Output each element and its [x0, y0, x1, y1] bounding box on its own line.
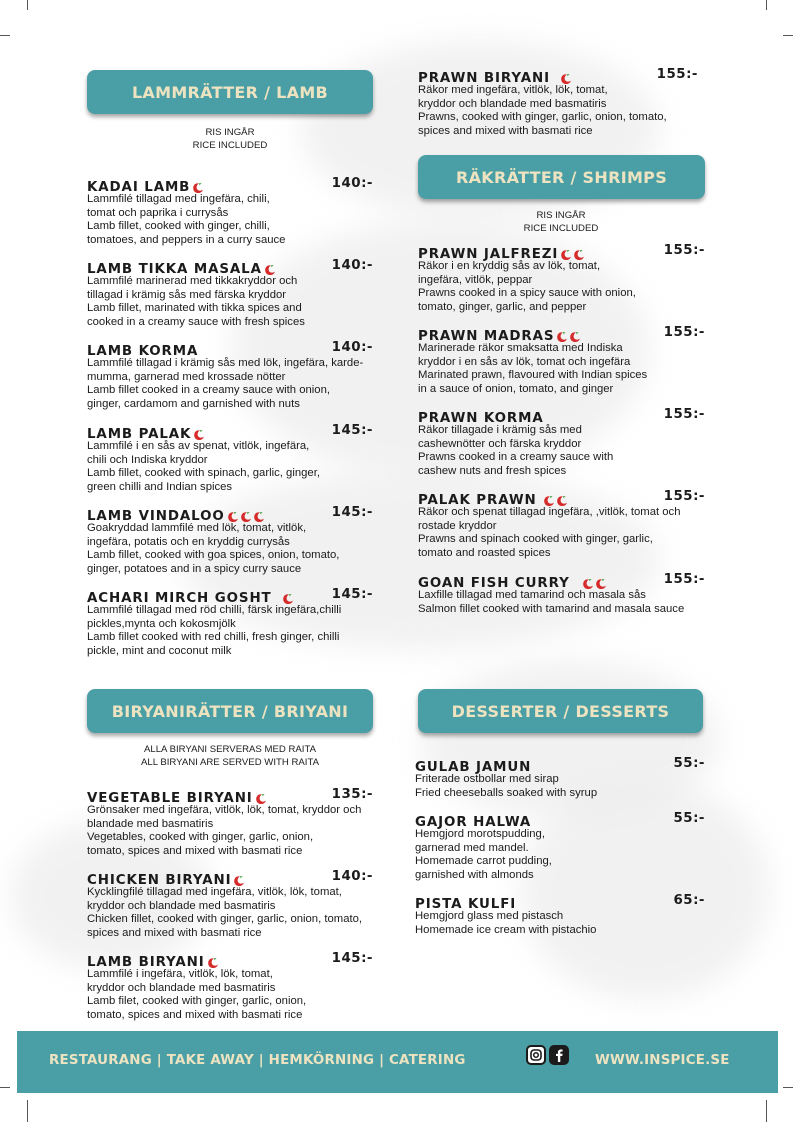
- menu-item-price: 65:-: [673, 893, 705, 908]
- chili-icon: [582, 578, 594, 590]
- chili-icon: [192, 182, 204, 194]
- menu-item: [415, 893, 705, 937]
- menu-item: [87, 787, 373, 858]
- menu-item-price: 135:-: [331, 787, 373, 802]
- chili-icons: [264, 264, 276, 276]
- chili-icons: [193, 429, 205, 441]
- menu-item: [418, 407, 705, 478]
- menu-item: [418, 67, 698, 138]
- chili-icon: [233, 875, 245, 887]
- instagram-icon[interactable]: [526, 1045, 546, 1065]
- menu-item: [418, 243, 705, 314]
- menu-item-name: LAMB BIRYANI: [87, 955, 219, 971]
- menu-item-name: LAMB PALAK: [87, 427, 205, 443]
- chili-icons: [227, 511, 265, 523]
- desserts-section-header: [418, 689, 703, 733]
- menu-item-description: Hemgjord glass med pistasch Homemade ice cream with pistachio: [415, 910, 597, 936]
- chili-icons: [560, 73, 572, 85]
- menu-item-price: 145:-: [331, 423, 373, 438]
- lamb-section-header: [87, 70, 373, 114]
- menu-item: [87, 869, 373, 940]
- chili-icon: [227, 511, 239, 523]
- chili-icons: [582, 578, 607, 590]
- chili-icon: [556, 495, 568, 507]
- menu-item-price: 140:-: [331, 176, 373, 191]
- menu-item: [87, 258, 373, 329]
- menu-item: [87, 340, 373, 411]
- chili-icon: [560, 73, 572, 85]
- menu-item-price: 155:-: [663, 572, 705, 587]
- menu-item-description: Friterade ostbollar med sirap Fried cheeseballs soaked with syrup: [415, 773, 598, 799]
- menu-item-name: PRAWN MADRAS: [418, 329, 581, 345]
- menu-item-name: GAJOR HALWA: [415, 815, 532, 830]
- facebook-icon[interactable]: [549, 1045, 569, 1065]
- menu-item-price: 155:-: [663, 489, 705, 504]
- menu-item-price: 155:-: [663, 243, 705, 258]
- menu-item: [87, 951, 373, 1022]
- chili-icon: [255, 793, 267, 805]
- chili-icon: [193, 429, 205, 441]
- menu-item: [87, 505, 373, 576]
- footer-bar: [17, 1031, 778, 1093]
- menu-item-description: Hemgjord morotspudding, garnerad med mandel. Homemade carrot pudding, garnished with almonds: [415, 828, 552, 881]
- menu-item-price: 140:-: [331, 258, 373, 273]
- menu-item-description: Lammfilé i ingefära, vitlök, lök, tomat, kryddor och blandade med basmatiris Lamb filet, cooked with ginger, garlic, onion, tomato, spices and mixed with basmati rice: [87, 968, 307, 1021]
- menu-item-name: CHICKEN BIRYANI: [87, 873, 245, 889]
- chili-icons: [543, 495, 568, 507]
- menu-item-price: 145:-: [331, 951, 373, 966]
- menu-item-description: Kycklingfilé tillagad med ingefära, vitlök, lök, tomat, kryddor och blandade med basmatiris Chicken fillet, cooked with ginger, garlic, onion, tomato, spices and mixed with basmati rice: [87, 886, 363, 939]
- chili-icon: [282, 593, 294, 605]
- menu-item: [418, 325, 705, 396]
- menu-item-name: GOAN FISH CURRY: [418, 576, 607, 592]
- menu-item-price: 55:-: [673, 811, 705, 826]
- footer-services: RESTAURANG | TAKE AWAY | HEMKÖRNING | CATERING: [49, 1053, 466, 1068]
- menu-item: [87, 176, 373, 247]
- menu-item-name: PRAWN JALFREZI: [418, 247, 585, 263]
- lamb-section-title: LAMMRÄTTER / LAMB: [131, 82, 329, 102]
- desserts-section-title: DESSERTER / DESSERTS: [451, 701, 670, 721]
- menu-item-description: Laxfille tillagad med tamarind och masala sås Salmon fillet cooked with tamarind and masala sauce: [418, 589, 685, 615]
- chili-icon: [573, 249, 585, 261]
- menu-item-name: PALAK PRAWN: [418, 493, 568, 509]
- menu-item-description: Goakryddad lammfilé med lök, tomat, vitlök, ingefära, potatis och en kryddig currysås Lamb fillet, cooked with goa spices, onion, tomato, ginger, potatoes and in a spicy curry sauce: [87, 522, 340, 575]
- menu-item-description: Räkor med ingefära, vitlök, lök, tomat, kryddor och blandade med basmatiris Prawns, cooked with ginger, garlic, onion, tomato, spices and mixed with basmati rice: [418, 84, 667, 137]
- menu-item-price: 140:-: [331, 869, 373, 884]
- menu-item: [418, 489, 705, 560]
- menu-item-name: ACHARI MIRCH GOSHT: [87, 591, 294, 607]
- chili-icon: [240, 511, 252, 523]
- menu-item-price: 140:-: [331, 340, 373, 355]
- biryani-section-title: BIRYANIRÄTTER / BRIYANI: [111, 701, 349, 721]
- menu-item-name: PRAWN BIRYANI: [418, 71, 572, 87]
- chili-icon: [569, 331, 581, 343]
- shrimps-rice-note: RIS INGÅR RICE INCLUDED: [523, 210, 599, 234]
- chili-icon: [253, 511, 265, 523]
- menu-item-description: Grönsaker med ingefära, vitlök, lök, tomat, kryddor och blandade med basmatiris Vegetables, cooked with ginger, garlic, onion, tomato, spices and mixed with basmati rice: [87, 804, 362, 857]
- menu-item: [418, 572, 705, 616]
- menu-item-name: GULAB JAMUN: [415, 760, 532, 775]
- menu-item-name: PISTA KULFI: [415, 897, 517, 912]
- shrimps-section-title: RÄKRÄTTER / SHRIMPS: [455, 167, 668, 187]
- menu-item-price: 155:-: [656, 67, 698, 82]
- menu-item: [415, 811, 705, 882]
- menu-item-description: Lammfilé i en sås av spenat, vitlök, ingefära, chili och Indiska kryddor Lamb fillet, cooked with spinach, garlic, ginger, green chilli and Indian spices: [87, 440, 320, 493]
- menu-item: [87, 587, 373, 658]
- chili-icons: [556, 331, 581, 343]
- footer-website-link[interactable]: WWW.INSPICE.SE: [595, 1053, 730, 1068]
- shrimps-section-header: [418, 155, 705, 199]
- menu-item-name: KADAI LAMB: [87, 180, 204, 196]
- menu-item-name: VEGETABLE BIRYANI: [87, 791, 267, 807]
- menu-item-price: 155:-: [663, 407, 705, 422]
- chili-icons: [560, 249, 585, 261]
- biryani-section-header: [87, 689, 373, 733]
- chili-icons: [255, 793, 267, 805]
- biryani-raita-note: ALLA BIRYANI SERVERAS MED RAITA ALL BIRYANI ARE SERVED WITH RAITA: [140, 744, 320, 768]
- menu-item-name: LAMB VINDALOO: [87, 509, 265, 525]
- menu-item-name: LAMB TIKKA MASALA: [87, 262, 276, 278]
- menu-item-name: LAMB KORMA: [87, 344, 199, 359]
- menu-item-price: 155:-: [663, 325, 705, 340]
- menu-item-description: Räkor tillagade i krämig sås med cashewnötter och färska kryddor Prawns cooked in a creamy sauce with cashew nuts and fresh spices: [418, 424, 614, 477]
- menu-item-description: Lammfilé tillagad i krämig sås med lök, ingefära, karde- mumma, garnerad med krossade nötter Lamb fillet cooked in a creamy sauce with onion, ginger, cardamom and garnished with nuts: [87, 357, 364, 410]
- menu-item-description: Räkor och spenat tillagad ingefära, ,vitlök, tomat och rostade kryddor Prawns and spinach cooked with ginger, garlic, tomato and roasted spices: [418, 506, 681, 559]
- chili-icon: [595, 578, 607, 590]
- chili-icon: [556, 331, 568, 343]
- menu-item: [87, 423, 373, 494]
- chili-icons: [207, 957, 219, 969]
- menu-item-description: Räkor i en kryddig sås av lök, tomat, ingefära, vitlök, peppar Prawns cooked in a spicy sauce with onion, tomato, ginger, garlic, and pepper: [418, 260, 636, 313]
- menu-item-price: 145:-: [331, 587, 373, 602]
- menu-item-price: 55:-: [673, 756, 705, 771]
- lamb-rice-note: RIS INGÅR RICE INCLUDED: [192, 127, 268, 151]
- chili-icon: [543, 495, 555, 507]
- menu-item-price: 145:-: [331, 505, 373, 520]
- menu-item-description: Lammfilé tillagad med röd chilli, färsk ingefära,chilli pickles,mynta och kokosmjölk Lamb fillet cooked with red chilli, fresh ginger, chilli pickle, mint and coconut milk: [87, 604, 342, 657]
- chili-icons: [192, 182, 204, 194]
- menu-item-description: Marinerade räkor smaksatta med Indiska kryddor i en sås av lök, tomat och ingefära Marinated prawn, flavoured with Indian spices in a sauce of onion, tomato, and ginger: [418, 342, 648, 395]
- menu-item-description: Lammfilé tillagad med ingefära, chili, tomat och paprika i currysås Lamb fillet, cooked with ginger, chilli, tomatoes, and peppers in a curry sauce: [87, 193, 286, 246]
- chili-icons: [233, 875, 245, 887]
- menu-item-description: Lammfilé marinerad med tikkakryddor och tillagad i krämig sås med färska kryddor Lamb fillet, marinated with tikka spices and cooked in a creamy sauce with fresh spices: [87, 275, 305, 328]
- chili-icon: [264, 264, 276, 276]
- menu-item: [415, 756, 705, 800]
- chili-icons: [282, 593, 294, 605]
- chili-icon: [207, 957, 219, 969]
- menu-item-name: PRAWN KORMA: [418, 411, 544, 426]
- chili-icon: [560, 249, 572, 261]
